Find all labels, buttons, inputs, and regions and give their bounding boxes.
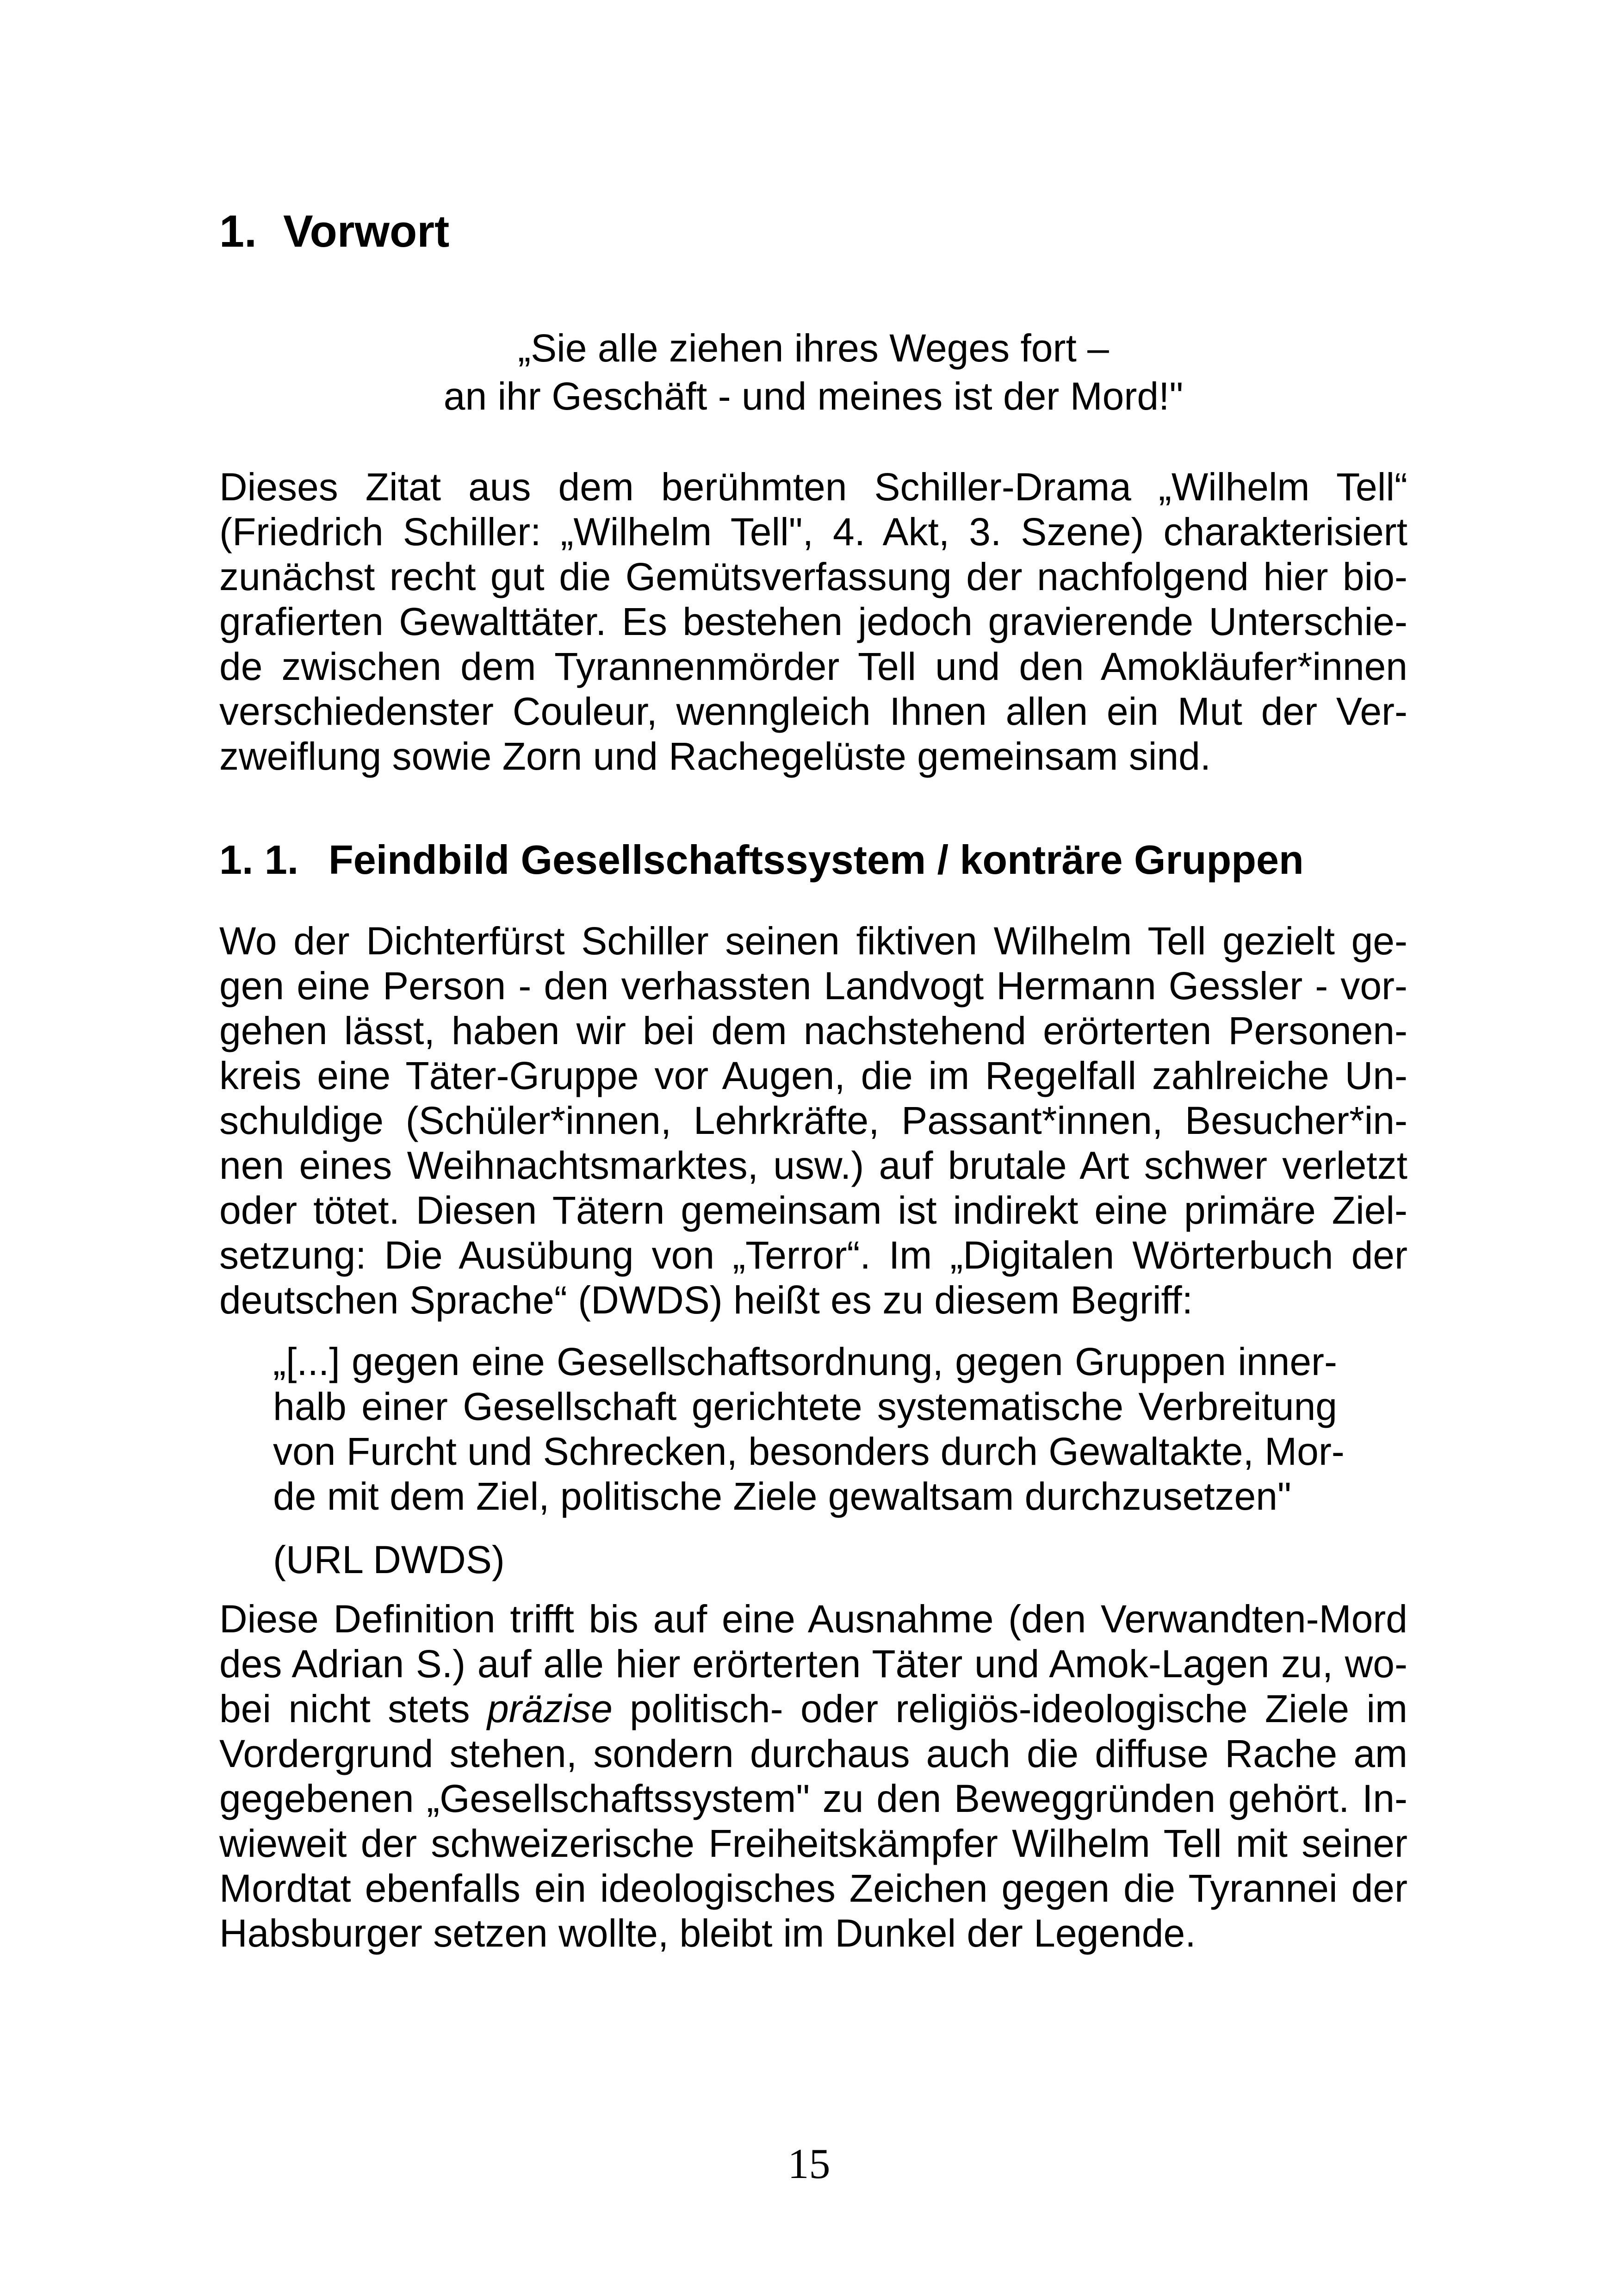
page-number: 15	[787, 2140, 831, 2187]
emphasized-word: präzise	[487, 1687, 613, 1730]
text-run: politisch- oder religiös-ideologische Ziele im	[612, 1687, 1407, 1730]
text-run: bei nicht stets	[219, 1687, 488, 1730]
paragraph-definition	[219, 1597, 1407, 1956]
quote-line: de mit dem Ziel, politische Ziele gewaltsam durchzusetzen"	[273, 1475, 1291, 1518]
text-line: gen eine Person - den verhassten Landvogt Hermann Gessler - vor-	[219, 964, 1407, 1008]
text-line: Wo der Dichterfürst Schiller seinen fiktiven Wilhelm Tell gezielt ge-	[219, 919, 1407, 963]
text-line: (Friedrich Schiller: „Wilhelm Tell", 4. Akt, 3. Szene) charakterisiert	[219, 510, 1407, 554]
text-line: Mordtat ebenfalls ein ideologisches Zeichen gegen die Tyrannei der	[219, 1867, 1407, 1910]
section-number: 1. 1.	[219, 837, 299, 883]
text-line: schuldige (Schüler*innen, Lehrkräfte, Passant*innen, Besucher*in-	[219, 1099, 1407, 1142]
page-content	[219, 204, 1407, 1956]
text-line: Vordergrund stehen, sondern durchaus auch die diffuse Rache am	[219, 1732, 1407, 1775]
text-line: oder tötet. Diesen Tätern gemeinsam ist indirekt eine primäre Ziel-	[219, 1188, 1407, 1232]
text-line: setzung: Die Ausübung von „Terror“. Im „Digitalen Wörterbuch der	[219, 1233, 1407, 1277]
paragraph-terror	[219, 919, 1407, 1323]
text-line: zweiflung sowie Zorn und Rachegelüste gemeinsam sind.	[219, 734, 1211, 778]
motto-line: „Sie alle ziehen ihres Weges fort –	[518, 326, 1109, 370]
chapter-heading	[219, 204, 1407, 259]
text-line: grafierten Gewalttäter. Es bestehen jedoch gravierende Unterschie-	[219, 600, 1407, 643]
text-line: zunächst recht gut die Gemütsverfassung der nachfolgend hier bio-	[219, 555, 1407, 598]
text-line: nen eines Weihnachtsmarktes, usw.) auf brutale Art schwer verletzt	[219, 1144, 1407, 1187]
text-line	[219, 1686, 1407, 1731]
text-line: kreis eine Täter-Gruppe vor Augen, die im Regelfall zahlreiche Un-	[219, 1054, 1407, 1097]
quote-line: halb einer Gesellschaft gerichtete systematische Verbreitung	[273, 1385, 1337, 1428]
quote-source: (URL DWDS)	[273, 1538, 505, 1581]
motto-quote	[219, 324, 1407, 420]
section-heading	[219, 834, 1407, 885]
chapter-number: 1.	[219, 206, 257, 256]
text-line: Dieses Zitat aus dem berühmten Schiller-Drama „Wilhelm Tell“	[219, 465, 1407, 509]
motto-line: an ihr Geschäft - und meines ist der Mord!"	[443, 374, 1184, 418]
text-line: gehen lässt, haben wir bei dem nachstehend erörterten Personen-	[219, 1009, 1407, 1052]
text-line: de zwischen dem Tyrannenmörder Tell und den Amokläufer*innen	[219, 645, 1407, 688]
section-title: Feindbild Gesellschaftssystem / konträre Gruppen	[329, 837, 1304, 883]
text-line: Habsburger setzen wollte, bleibt im Dunkel der Legende.	[219, 1911, 1196, 1955]
text-line: verschiedenster Couleur, wenngleich Ihnen allen ein Mut der Ver-	[219, 690, 1407, 733]
quote-line: von Furcht und Schrecken, besonders durch Gewaltakte, Mor-	[273, 1430, 1345, 1473]
paragraph-intro	[219, 465, 1407, 779]
text-line: gegebenen „Gesellschaftssystem" zu den Beweggründen gehört. In-	[219, 1777, 1407, 1820]
text-line: Diese Definition trifft bis auf eine Ausnahme (den Verwandten-Mord	[219, 1597, 1407, 1641]
text-line: deutschen Sprache“ (DWDS) heißt es zu diesem Begriff:	[219, 1278, 1193, 1322]
block-quote	[273, 1339, 1345, 1519]
text-line: wieweit der schweizerische Freiheitskämpfer Wilhelm Tell mit seiner	[219, 1822, 1407, 1865]
text-line: des Adrian S.) auf alle hier erörterten Täter und Amok-Lagen zu, wo-	[219, 1642, 1407, 1686]
quote-line: „[...] gegen eine Gesellschaftsordnung, gegen Gruppen inner-	[273, 1340, 1337, 1383]
chapter-title: Vorwort	[283, 206, 450, 256]
